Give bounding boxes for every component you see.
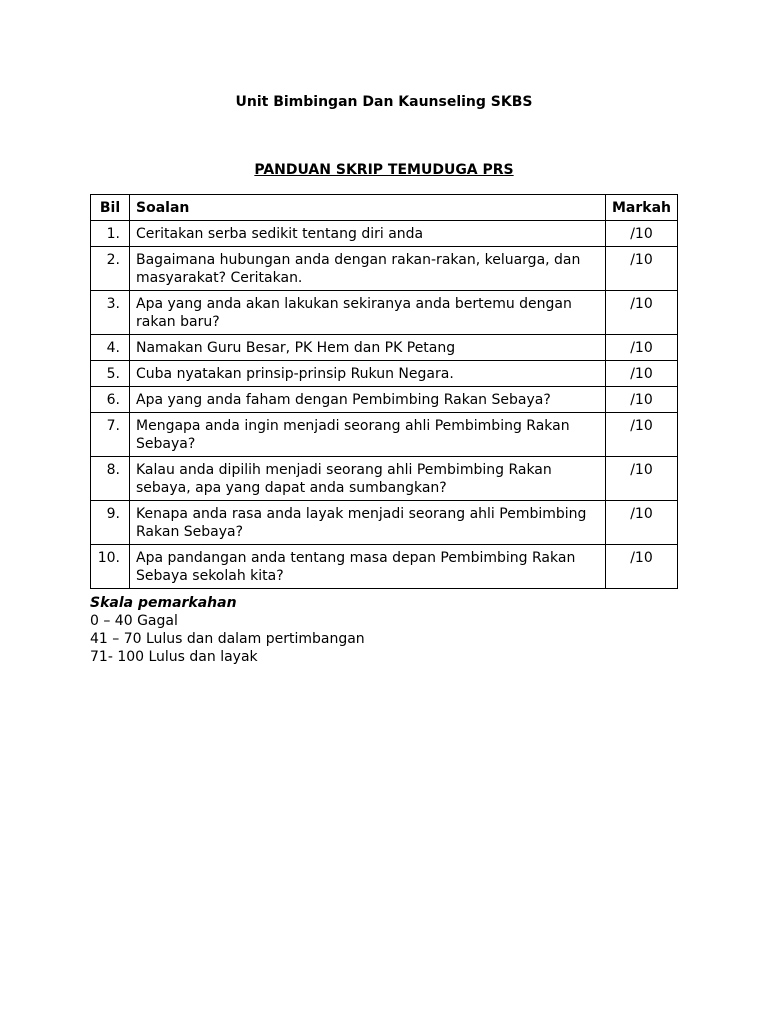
question-text: Cuba nyatakan prinsip-prinsip Rukun Negara. [130, 361, 606, 387]
table-header-row [91, 195, 678, 221]
document-title: PANDUAN SKRIP TEMUDUGA PRS [254, 162, 514, 178]
table-row [91, 361, 678, 387]
table-row [91, 291, 678, 335]
table-row [91, 247, 678, 291]
question-mark: /10 [605, 221, 677, 247]
question-text: Bagaimana hubungan anda dengan rakan-rakan, keluarga, dan masyarakat? Ceritakan. [130, 247, 606, 291]
row-number: 4. [91, 335, 130, 361]
question-text: Kalau anda dipilih menjadi seorang ahli Pembimbing Rakan sebaya, apa yang dapat anda sumbangkan? [130, 457, 606, 501]
row-number: 1. [91, 221, 130, 247]
question-text: Apa yang anda akan lakukan sekiranya anda bertemu dengan rakan baru? [130, 291, 606, 335]
row-number: 5. [91, 361, 130, 387]
question-mark: /10 [605, 335, 677, 361]
table-row [91, 335, 678, 361]
row-number: 10. [91, 545, 130, 589]
row-number: 7. [91, 413, 130, 457]
row-number: 8. [91, 457, 130, 501]
column-header-bil: Bil [91, 195, 130, 221]
question-mark: /10 [605, 361, 677, 387]
question-text: Namakan Guru Besar, PK Hem dan PK Petang [130, 335, 606, 361]
column-header-markah: Markah [605, 195, 677, 221]
school-title: Unit Bimbingan Dan Kaunseling SKBS [235, 94, 533, 110]
table-row [91, 501, 678, 545]
column-header-soalan: Soalan [130, 195, 606, 221]
question-mark: /10 [605, 413, 677, 457]
scale-line-consideration: 41 – 70 Lulus dan dalam pertimbangan [90, 631, 365, 647]
question-mark: /10 [605, 247, 677, 291]
question-text: Ceritakan serba sedikit tentang diri anda [130, 221, 606, 247]
table-row [91, 457, 678, 501]
row-number: 2. [91, 247, 130, 291]
scale-line-pass: 71- 100 Lulus dan layak [90, 649, 258, 665]
table-row [91, 545, 678, 589]
scale-line-fail: 0 – 40 Gagal [90, 613, 178, 629]
row-number: 6. [91, 387, 130, 413]
question-mark: /10 [605, 291, 677, 335]
question-mark: /10 [605, 457, 677, 501]
table-row [91, 413, 678, 457]
question-mark: /10 [605, 545, 677, 589]
table-row [91, 221, 678, 247]
marking-scale [90, 594, 365, 666]
marking-scale-title: Skala pemarkahan [90, 595, 237, 611]
row-number: 9. [91, 501, 130, 545]
interview-questions-table [90, 194, 678, 589]
question-text: Kenapa anda rasa anda layak menjadi seorang ahli Pembimbing Rakan Sebaya? [130, 501, 606, 545]
table-row [91, 387, 678, 413]
question-text: Apa pandangan anda tentang masa depan Pembimbing Rakan Sebaya sekolah kita? [130, 545, 606, 589]
question-mark: /10 [605, 387, 677, 413]
question-text: Mengapa anda ingin menjadi seorang ahli Pembimbing Rakan Sebaya? [130, 413, 606, 457]
question-mark: /10 [605, 501, 677, 545]
row-number: 3. [91, 291, 130, 335]
question-text: Apa yang anda faham dengan Pembimbing Rakan Sebaya? [130, 387, 606, 413]
